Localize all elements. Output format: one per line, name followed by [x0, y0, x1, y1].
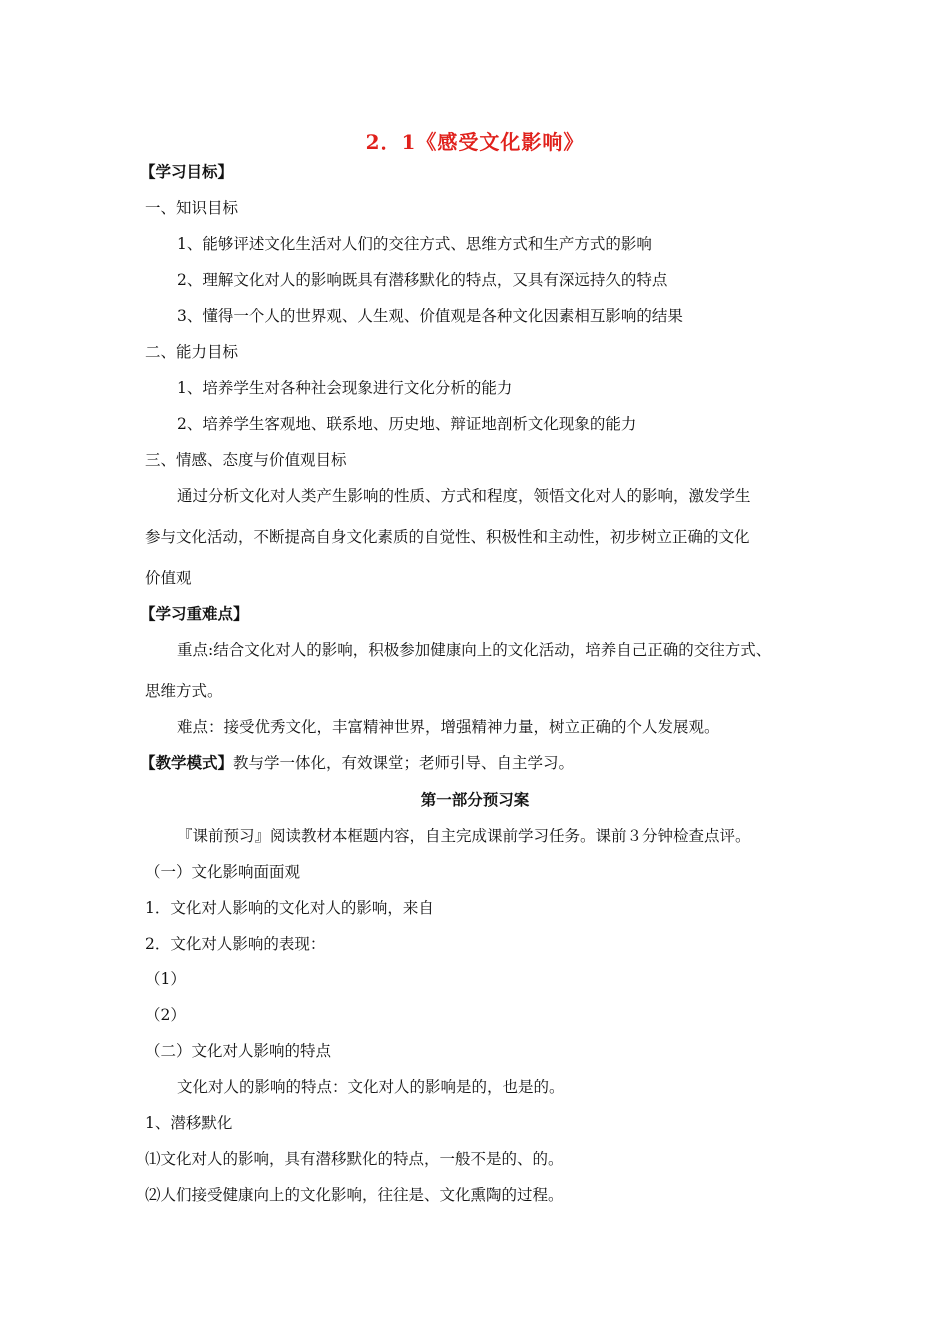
teaching-mode-text: 教与学一体化，有效课堂；老师引导、自主学习。: [233, 754, 575, 772]
question-1: 1．文化对人影响的文化对人的影响，来自: [145, 899, 434, 917]
subtle-point-2: ⑵人们接受健康向上的文化影响，往往是、文化熏陶的过程。: [145, 1186, 564, 1204]
item-subtle-influence: 1、潜移默化: [145, 1114, 233, 1132]
ability-item-1: 1、培养学生对各种社会现象进行文化分析的能力: [177, 379, 513, 397]
emotion-paragraph-line-1: 通过分析文化对人类产生影响的性质、方式和程度，领悟文化对人的影响，激发学生: [177, 487, 751, 505]
answer-blank-2: （2）: [145, 1006, 186, 1024]
knowledge-item-2: 2、理解文化对人的影响既具有潜移默化的特点，又具有深远持久的特点: [177, 271, 668, 289]
teaching-mode-label: 【教学模式】: [140, 753, 234, 772]
difficult-point: 难点：接受优秀文化，丰富精神世界，增强精神力量，树立正确的个人发展观。: [177, 718, 720, 736]
page-title: 2．1《感受文化影响》: [365, 130, 585, 154]
emotion-paragraph-line-2: 参与文化活动，不断提高自身文化素质的自觉性、积极性和主动性，初步树立正确的文化: [145, 528, 750, 546]
ability-item-2: 2、培养学生客观地、联系地、历史地、辩证地剖析文化现象的能力: [177, 415, 637, 433]
influence-characteristics: 文化对人的影响的特点：文化对人的影响是的，也是的。: [177, 1078, 565, 1096]
part-one-heading: 第一部分预习案: [420, 790, 530, 809]
section-heading-objectives: 【学习目标】: [140, 162, 234, 181]
answer-blank-1: （1）: [145, 970, 186, 988]
subheading-emotion: 三、情感、态度与价值观目标: [145, 451, 347, 469]
subtle-point-1: ⑴文化对人的影响，具有潜移默化的特点，一般不是的、的。: [145, 1150, 564, 1168]
emotion-paragraph-line-3: 价值观: [145, 569, 192, 587]
key-point-line-1: 重点:结合文化对人的影响，积极参加健康向上的文化活动，培养自己正确的交往方式、: [177, 641, 772, 659]
subheading-ability: 二、能力目标: [145, 343, 239, 361]
subsection-two: （二）文化对人影响的特点: [145, 1042, 332, 1060]
knowledge-item-3: 3、懂得一个人的世界观、人生观、价值观是各种文化因素相互影响的结果: [177, 307, 683, 325]
teaching-mode: [140, 753, 574, 773]
section-heading-key-points: 【学习重难点】: [140, 604, 249, 623]
subheading-knowledge: 一、知识目标: [145, 199, 239, 217]
question-2: 2．文化对人影响的表现：: [145, 935, 326, 953]
subsection-one: （一）文化影响面面观: [145, 863, 301, 881]
knowledge-item-1: 1、能够评述文化生活对人们的交往方式、思维方式和生产方式的影响: [177, 235, 652, 253]
preview-instructions: 『课前预习』阅读教材本框题内容，自主完成课前学习任务。课前３分钟检查点评。: [177, 827, 751, 845]
key-point-line-2: 思维方式。: [145, 682, 223, 700]
